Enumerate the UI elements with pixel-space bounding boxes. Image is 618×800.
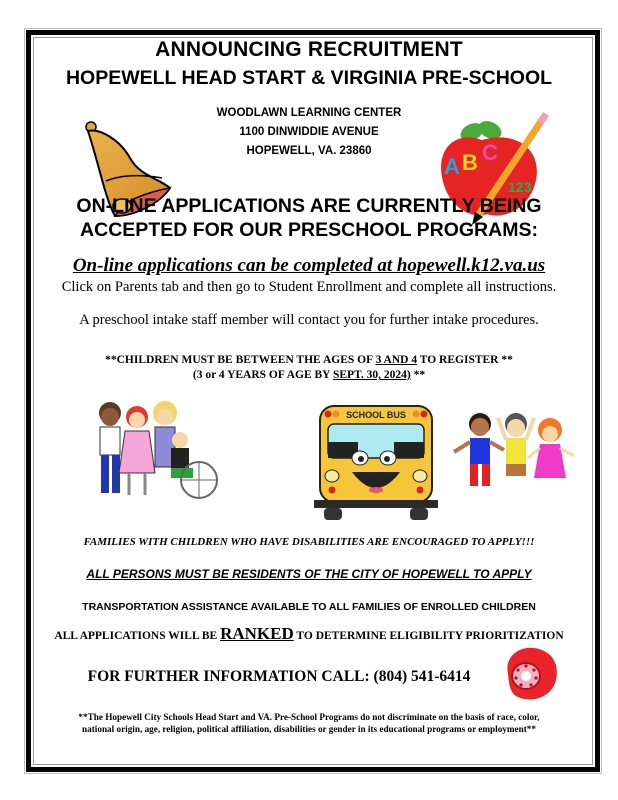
- flyer-subtitle: HOPEWELL HEAD START & VIRGINIA PRE-SCHOOL: [65, 67, 553, 89]
- disabilities-notice: FAMILIES WITH CHILDREN WHO HAVE DISABILITIES ARE ENCOURAGED TO APPLY!!!: [83, 536, 535, 548]
- headline-line-1: ON-LINE APPLICATIONS ARE CURRENTLY BEING: [76, 195, 542, 217]
- residency-notice: ALL PERSONS MUST BE RESIDENTS OF THE CITY OF HOPEWELL TO APPLY: [86, 567, 532, 581]
- cutoff-date: SEPT. 30, 2024): [332, 369, 411, 381]
- disclaimer-line-2: national origin, age, religion, political affiliation, disabilities or gender in its educational programs or employment**: [82, 724, 536, 734]
- ranked-suffix: TO DETERMINE ELIGIBILITY PRIORITIZATION: [293, 630, 564, 642]
- svg-text:123: 123: [508, 179, 532, 195]
- school-bus-icon: [314, 404, 439, 522]
- svg-text:SCHOOL BUS: SCHOOL BUS: [346, 410, 406, 420]
- svg-text:A: A: [444, 154, 460, 179]
- svg-text:C: C: [482, 140, 498, 165]
- address-line-2: 1100 DINWIDDIE AVENUE: [239, 126, 379, 138]
- enrollment-instructions: Click on Parents tab and then go to Student Enrollment and complete all instructions.: [61, 279, 557, 295]
- address-line-1: WOODLAWN LEARNING CENTER: [216, 107, 402, 119]
- intake-contact-note: A preschool intake staff member will contact you for further intake procedures.: [79, 312, 539, 328]
- children-group-icon: [75, 395, 225, 510]
- age-requirement-line-2: [0, 369, 618, 381]
- age-range: 3 AND 4: [375, 354, 418, 366]
- age-date-suffix: **: [410, 369, 426, 381]
- age-prefix: **CHILDREN MUST BE BETWEEN THE AGES OF: [105, 354, 376, 366]
- transportation-notice: TRANSPORTATION ASSISTANCE AVAILABLE TO ALL FAMILIES OF ENROLLED CHILDREN: [82, 601, 536, 613]
- contact-phone: FOR FURTHER INFORMATION CALL: (804) 541-6414: [87, 668, 471, 685]
- ranked-prefix: ALL APPLICATIONS WILL BE: [54, 630, 221, 642]
- ranked-notice: [0, 624, 618, 644]
- children-playing-icon: [452, 410, 582, 505]
- svg-text:B: B: [462, 150, 478, 175]
- headline-line-2: ACCEPTED FOR OUR PRESCHOOL PROGRAMS:: [80, 219, 538, 241]
- address-line-3: HOPEWELL, VA. 23860: [246, 145, 372, 157]
- age-requirement-line-1: [0, 354, 618, 366]
- age-date-prefix: (3 or 4 YEARS OF AGE BY: [192, 369, 333, 381]
- disclaimer-line-1: **The Hopewell City Schools Head Start and VA. Pre-School Programs do not discriminate on the basis of race, color,: [78, 712, 540, 722]
- ranked-word: RANKED: [220, 624, 294, 643]
- telephone-icon: [500, 644, 562, 706]
- age-suffix: TO REGISTER **: [417, 354, 513, 366]
- online-application-link[interactable]: On-line applications can be completed at hopewell.k12.va.us: [72, 255, 546, 276]
- flyer-title: ANNOUNCING RECRUITMENT: [155, 38, 463, 61]
